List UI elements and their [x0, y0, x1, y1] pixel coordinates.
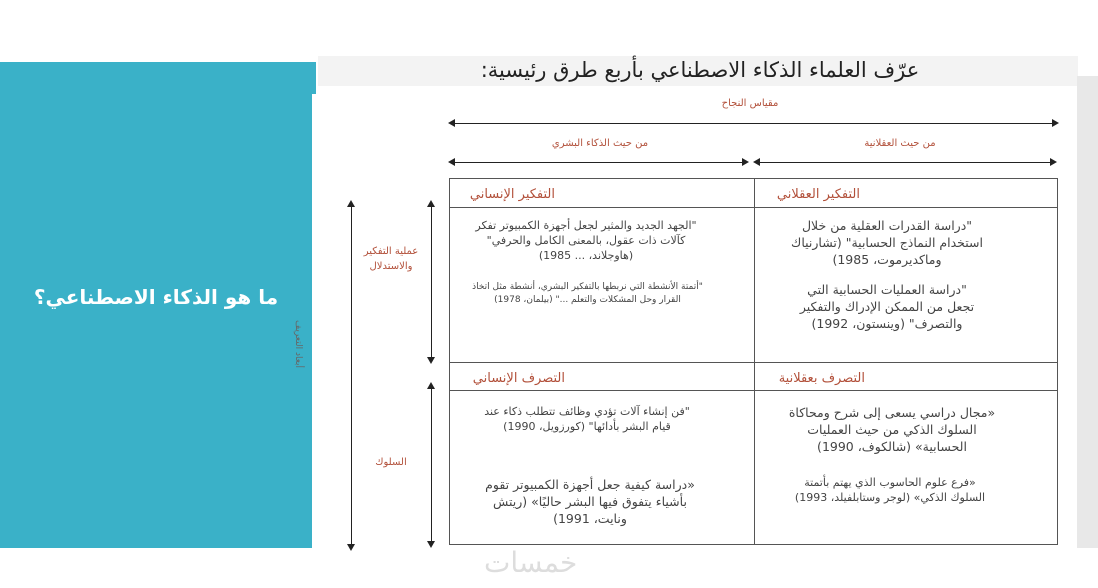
grid-divider-horizontal	[449, 362, 1058, 363]
quote-rich-knight: «دراسة كيفية جعل أجهزة الكمبيوتر تقوم بأشياء يتفوق فيها البشر حاليًا» (ريتش ونايت، 1991)	[485, 477, 695, 526]
cell-heading-thinking-human: التفكير الإنساني	[469, 187, 555, 202]
grid-header-line	[449, 390, 1058, 391]
arrow-head-left	[448, 119, 455, 127]
human-arrow	[452, 162, 745, 163]
success-arrow	[452, 123, 1054, 124]
thinking-process-label: عملية التفكير والاستدلال	[363, 246, 419, 272]
definition-dimensions-label: أبعاد التعريف	[293, 320, 303, 369]
quote-bellman: "أتمتة الأنشطة التي نربطها بالتفكير البشري، أنشطة مثل اتخاذ القرار وحل المشكلات والتعلم ..." (بيلمان، 1978)	[472, 282, 703, 305]
arrow-head-right	[742, 158, 749, 166]
thinking-arrow	[431, 204, 432, 360]
cell-heading-thinking-rational: التفكير العقلاني	[776, 187, 860, 202]
arrow-head-down	[427, 357, 435, 364]
dimensions-arrow	[351, 204, 352, 548]
arrow-head-right	[1050, 158, 1057, 166]
arrow-head-up	[347, 200, 355, 207]
quote-charniak: "دراسة القدرات العقلية من خلال استخدام النماذج الحسابية" (تشارنياك وماكديرموت، 1985)	[791, 218, 983, 267]
watermark-logo: خمسات	[484, 546, 578, 579]
arrow-head-left	[448, 158, 455, 166]
quote-winston: "دراسة العمليات الحسابية التي تجعل من الممكن الإدراك والتفكير والتصرف" (وينستون، 1992)	[799, 282, 975, 331]
slide-title: عرّف العلماء الذكاء الاصطناعي بأربع طرق رئيسية:	[480, 58, 920, 82]
arrow-head-down	[427, 541, 435, 548]
cell-heading-acting-rational: التصرف بعقلانية	[778, 371, 865, 386]
quote-kurzweil: "فن إنشاء آلات تؤدي وظائف تتطلب ذكاء عند قيام البشر بأدائها" (كورزويل، 1990)	[484, 405, 690, 433]
human-intelligence-label: من حيث الذكاء البشري	[551, 138, 649, 149]
quote-luger: «فرع علوم الحاسوب الذي يهتم بأتمتة السلوك الذكي» (لوجر وستابلفيلد، 1993)	[794, 476, 986, 504]
sidebar-title: ما هو الذكاء الاصطناعي؟	[33, 285, 279, 309]
arrow-head-up	[427, 200, 435, 207]
behavior-arrow	[431, 386, 432, 544]
rationality-label: من حيث العقلانية	[864, 138, 936, 149]
success-measure-label: مقياس النجاح	[721, 98, 779, 109]
scroll-strip	[1077, 76, 1098, 548]
cell-heading-acting-human: التصرف الإنساني	[472, 371, 565, 386]
grid-header-line	[449, 207, 1058, 208]
arrow-head-right	[1052, 119, 1059, 127]
behavior-label: السلوك	[375, 457, 407, 468]
quote-haugeland: "الجهد الجديد والمثير لجعل أجهزة الكمبيوتر تفكر كآلات ذات عقول، بالمعنى الكامل والحرفي" (هاوجلاند، ... 1985)	[475, 219, 697, 262]
arrow-head-up	[427, 382, 435, 389]
rational-arrow	[757, 162, 1053, 163]
sidebar-accent	[312, 62, 316, 94]
arrow-head-left	[753, 158, 760, 166]
arrow-head-down	[347, 544, 355, 551]
quote-schalkoff: «مجال دراسي يسعى إلى شرح ومحاكاة السلوك الذكي من حيث العمليات الحسابية» (شالكوف، 1990)	[788, 405, 996, 454]
